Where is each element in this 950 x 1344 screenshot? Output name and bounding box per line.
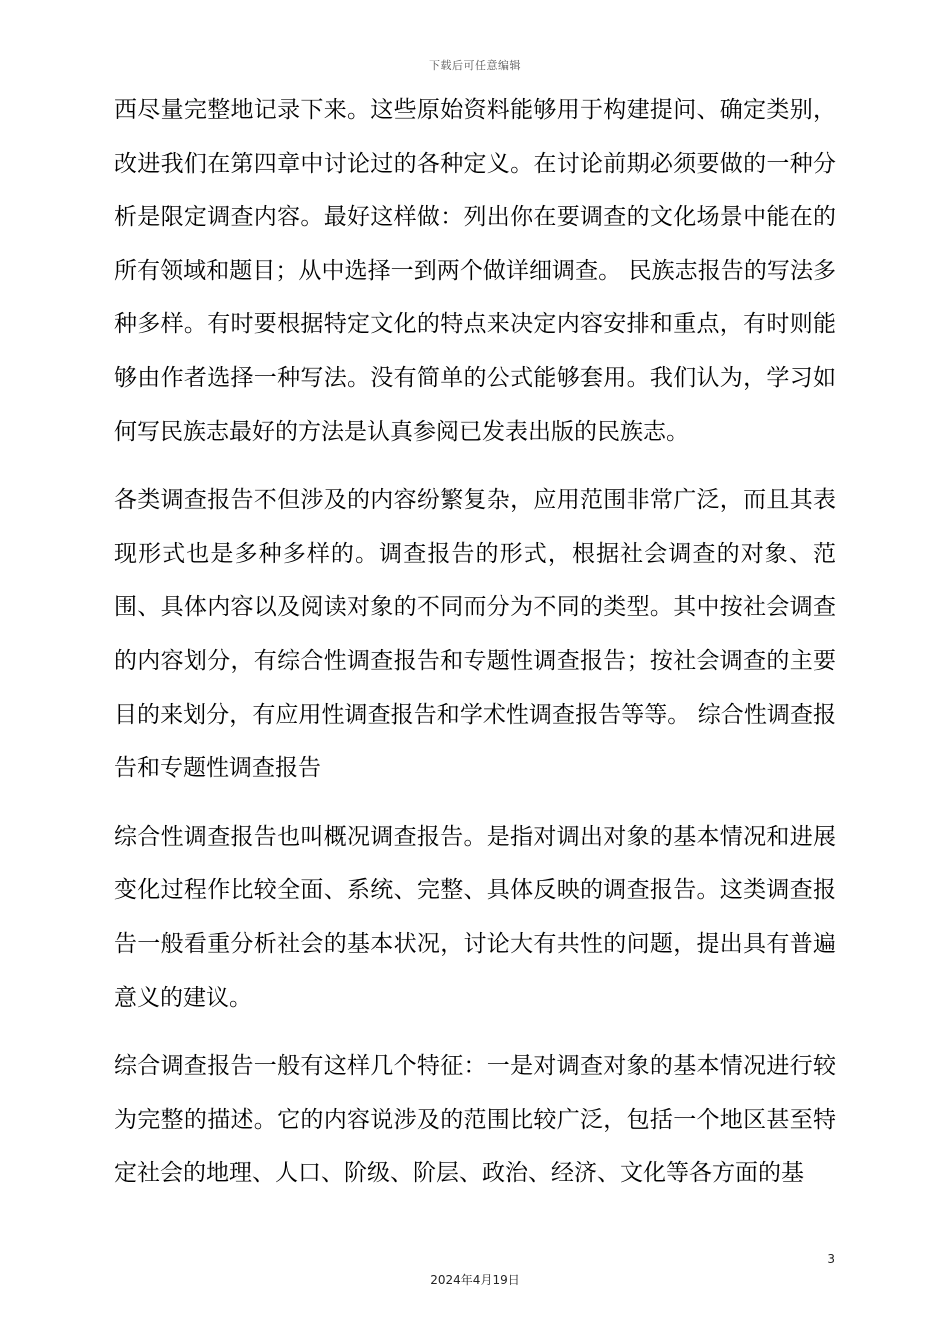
paragraph-2: 各类调查报告不但涉及的内容纷繁复杂，应用范围非常广泛，而且其表现形式也是多种多样的。调查报告的形式，根据社会调查的对象、范围、具体内容以及阅读对象的不同而分为不同的类型。其中按社会调查的内容划分，有综合性调查报告和专题性调查报告；按社会调查的主要目的来划分，有应用性调查报告和学术性调查报告等等。 综合性调查报告和专题性调查报告 xyxy=(114,487,836,782)
page-number: 3 xyxy=(827,1252,835,1266)
page-header: 下载后可任意编辑 xyxy=(429,59,521,72)
footer-date: 2024年4月19日 xyxy=(430,1273,520,1287)
document-body xyxy=(114,84,836,1201)
paragraph-1: 西尽量完整地记录下来。这些原始资料能够用于构建提问、确定类别，改进我们在第四章中讨论过的各种定义。在讨论前期必须要做的一种分析是限定调查内容。最好这样做：列出你在要调查的文化场景中能在的所有领域和题目；从中选择一到两个做详细调查。 民族志报告的写法多种多样。有时要根据特定文化的特点来决定内容安排和重点，有时则能够由作者选择一种写法。没有简单的公式能够套用。我们认为，学习如何写民族志最好的方法是认真参阅已发表出版的民族志。 xyxy=(114,97,836,445)
paragraph-4: 综合调查报告一般有这样几个特征：一是对调查对象的基本情况进行较为完整的描述。它的内容说涉及的范围比较广泛，包括一个地区甚至特定社会的地理、人口、阶级、阶层、政治、经济、文化等各方面的基 xyxy=(114,1053,836,1187)
paragraph-3: 综合性调查报告也叫概况调查报告。是指对调出对象的基本情况和进展变化过程作比较全面、系统、完整、具体反映的调查报告。这类调查报告一般看重分析社会的基本状况，讨论大有共性的问题，提出具有普遍意义的建议。 xyxy=(114,823,836,1011)
